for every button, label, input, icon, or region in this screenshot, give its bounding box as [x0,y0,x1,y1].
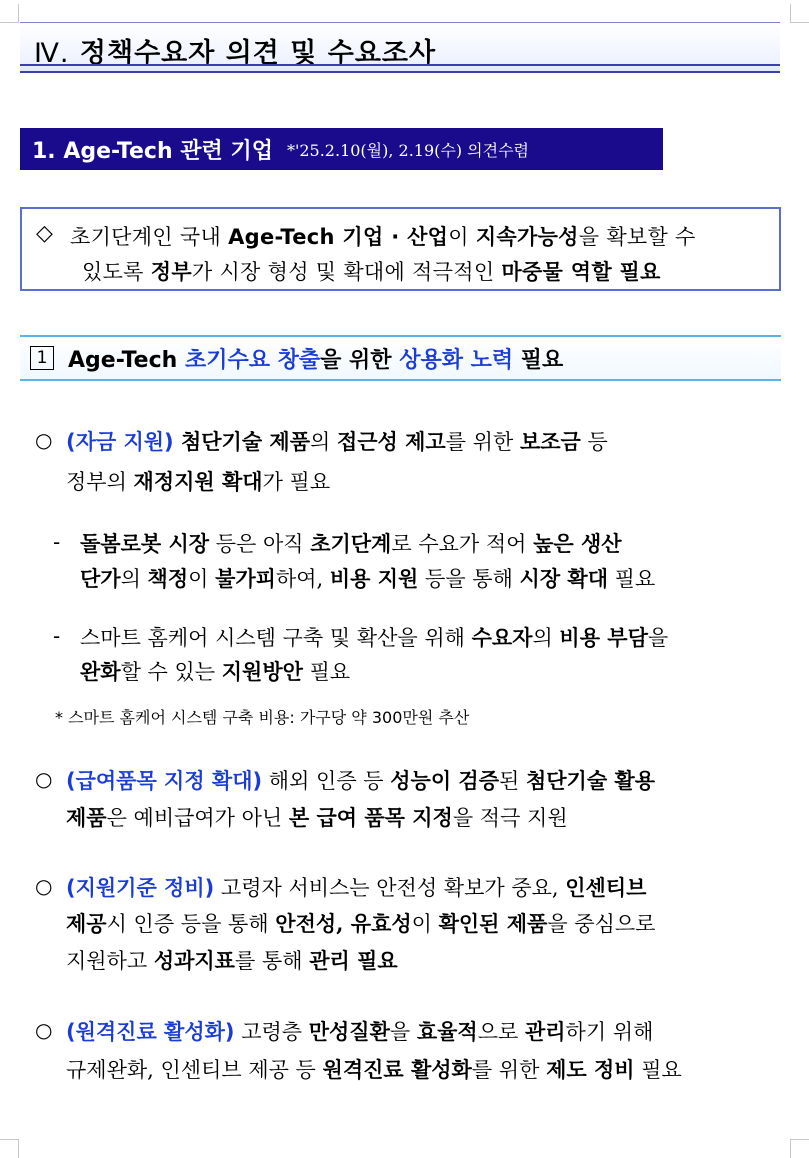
summary-text: 초기단계인 국내 [70,225,229,249]
subtopic-header [20,335,781,381]
p1-keyword: (자금 지원) [66,430,174,454]
emphasis: 지원방안 [221,659,303,684]
emphasis: 첨단기술 제품 [173,429,310,454]
text: 을 중심으로 [547,912,656,936]
text: 가 필요 [262,470,331,494]
p3-keyword: (지원기준 정비) [66,876,215,900]
text: 을 [389,1020,417,1044]
emphasis: 돌봄로봇 시장 [80,531,210,556]
summary-emphasis: 마중물 역할 필요 [501,260,661,284]
text: 규제완화, 인센티브 제공 등 [66,1058,323,1082]
text: 를 위한 [471,1058,547,1082]
summary-text: 가 시장 형성 및 확대에 적극적인 [191,260,502,284]
text: 고령자 서비스는 안전성 확보가 중요, [214,876,566,900]
summary-text: 있도록 [82,260,151,284]
banner-title: 1. Age-Tech 관련 기업 [32,138,273,164]
text: 를 통해 [234,949,310,973]
subsection-banner [20,128,663,170]
emphasis: 관리 [524,1019,566,1044]
emphasis: 원격진료 활성화 [322,1057,472,1082]
emphasis: 본 급여 품목 지정 [288,805,453,830]
summary-line-1 [70,221,696,251]
p3-line-2 [66,908,655,938]
text: 으로 [477,1020,525,1044]
text: 하여, [275,567,330,591]
emphasis: 확인된 제품 [438,911,548,936]
corner-mark-top-right [790,4,809,23]
p3-line-1 [66,872,646,902]
text: 스마트 홈케어 시스템 구축 및 확산을 위해 [80,626,472,650]
bullet-icon: ○ [35,1018,53,1042]
text: 를 위한 [445,430,520,454]
text: 등은 아직 [209,532,311,556]
text: 을 [647,626,669,650]
section-underline [20,64,780,73]
text: 해외 인증 등 [262,769,391,793]
emphasis: 안전성, 유효성 [275,911,412,936]
summary-text: 을 확보할 수 [578,225,696,249]
emphasis: 성과지표 [153,948,235,973]
text: 의 [532,626,560,650]
summary-emphasis: 정부 [150,260,192,284]
emphasis: 관리 필요 [309,948,398,973]
text: 등 [580,430,608,454]
emphasis: 높은 생산 [533,531,622,556]
subtopic-title [68,343,563,374]
text: 정부의 [66,470,134,494]
emphasis: 수요자 [471,625,533,650]
summary-box [20,207,781,291]
text: 이 [188,567,216,591]
section-roman: Ⅳ. [34,38,70,69]
emphasis: 보조금 [519,429,581,454]
section-header [20,22,780,73]
p4-line-2 [66,1054,682,1084]
corner-mark-bottom-right [790,1139,809,1158]
emphasis: 단가 [80,566,121,591]
emphasis: 책정 [147,566,189,591]
emphasis: 시장 확대 [519,566,608,591]
text: 로 수요가 적어 [391,532,534,556]
text: 의 [120,567,148,591]
text: 은 예비급여가 아닌 [106,806,289,830]
text: 하기 위해 [565,1020,654,1044]
subtopic-text: 을 위한 [320,347,400,373]
emphasis: 인센티브 [565,875,647,900]
emphasis: 제품 [66,805,107,830]
emphasis: 초기단계 [310,531,392,556]
d2-line-2 [80,656,350,686]
summary-emphasis: 지속가능성 [475,225,579,249]
emphasis: 완화 [80,659,121,684]
summary-line-2 [82,256,661,286]
text: 필요 [608,567,656,591]
p4-keyword: (원격진료 활성화) [66,1020,235,1044]
corner-mark-bottom-left [0,1139,19,1158]
emphasis: 비용 지원 [329,566,419,591]
subtopic-highlight: 상용화 노력 [399,347,514,373]
text: 시 인증 등을 통해 [106,912,276,936]
text: 된 [499,769,526,793]
p2-keyword: (급여품목 지정 확대) [66,769,263,793]
text: 필요 [634,1058,682,1082]
corner-mark-top-left [0,4,19,23]
d2-line-1 [80,622,668,652]
emphasis: 재정지원 확대 [133,469,263,494]
dash-marker: - [53,624,61,648]
text: 고령층 [234,1020,309,1044]
text: 의 [310,430,337,454]
text: 할 수 있는 [120,660,222,684]
boxed-number: 1 [30,346,54,370]
p4-line-1 [66,1016,653,1046]
emphasis: 비용 부담 [559,625,648,650]
banner-note: *'25.2.10(월), 2.19(수) 의견수렴 [286,140,530,160]
bullet-icon: ○ [35,428,53,452]
emphasis: 첨단기술 활용 [525,768,655,793]
text: 필요 [302,660,351,684]
p1-line-2 [66,466,330,496]
subtopic-text: Age-Tech [68,347,185,373]
section-title-text: 정책수요자 의견 및 수요조사 [79,38,437,69]
summary-text: 이 [448,225,476,249]
diamond-icon: ◇ [36,221,53,246]
emphasis: 제도 정비 [546,1057,635,1082]
text: 지원하고 [66,949,154,973]
emphasis: 만성질환 [308,1019,390,1044]
text: 이 [411,912,439,936]
subtopic-highlight: 초기수요 창출 [184,347,321,373]
emphasis: 불가피 [215,566,276,591]
p3-line-3 [66,945,398,975]
dash-marker: - [53,530,61,554]
text: 을 적극 지원 [452,806,568,830]
emphasis: 성능이 검증 [390,768,499,793]
p1-line-1 [66,426,608,456]
text: 등을 통해 [418,567,520,591]
subtopic-text: 필요 [513,347,564,373]
summary-emphasis: Age-Tech 기업 · 산업 [228,225,449,249]
d1-line-1 [80,528,622,558]
footnote: * 스마트 홈케어 시스템 구축 비용: 가구당 약 300만원 추산 [55,708,470,727]
emphasis: 접근성 제고 [336,429,446,454]
d1-line-2 [80,563,655,593]
emphasis: 제공 [66,911,107,936]
bullet-icon: ○ [35,767,53,791]
p2-line-1 [66,765,655,795]
emphasis: 효율적 [416,1019,478,1044]
p2-line-2 [66,802,568,832]
bullet-icon: ○ [35,874,53,898]
